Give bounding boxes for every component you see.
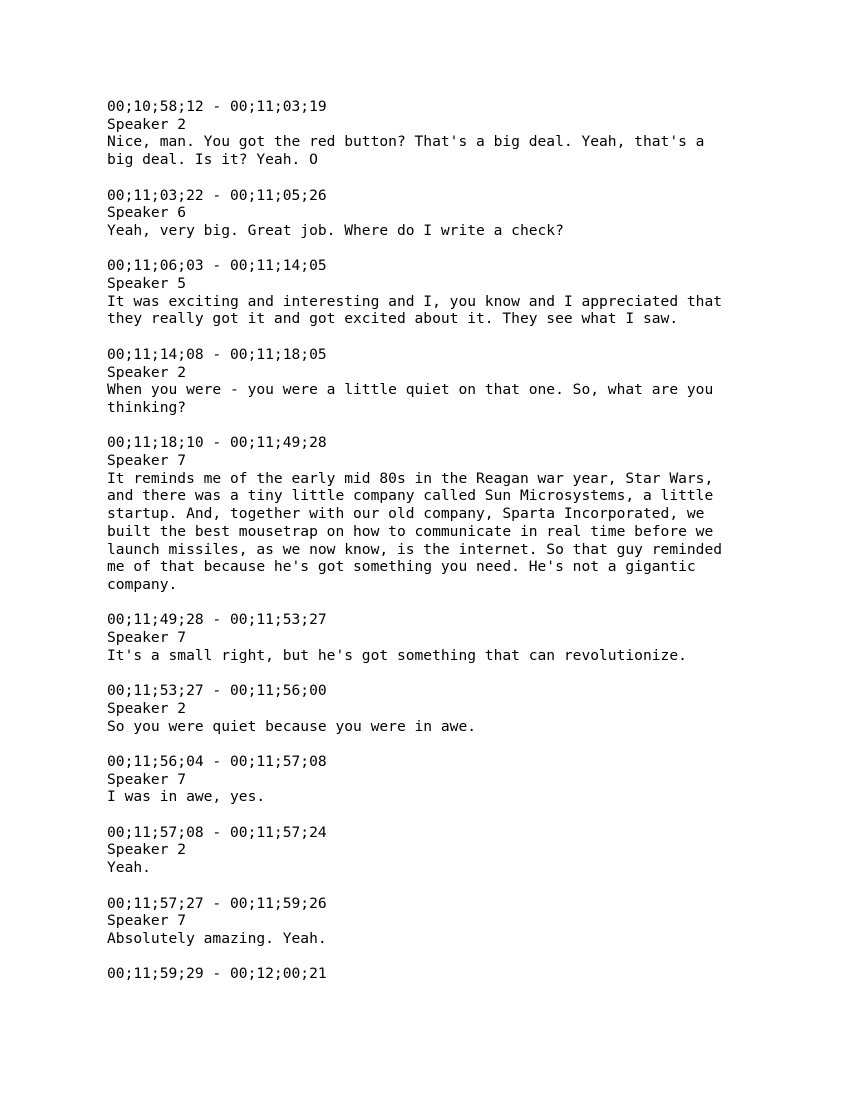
timecode: 00;11;57;08 - 00;11;57;24	[107, 823, 327, 841]
timecode: 00;11;14;08 - 00;11;18;05	[107, 345, 327, 363]
speaker-label: Speaker 7	[107, 770, 187, 788]
timecode: 00;10;58;12 - 00;11;03;19	[107, 98, 327, 115]
timecode: 00;11;18;10 - 00;11;49;28	[107, 434, 327, 452]
speaker-label: Speaker 7	[107, 452, 187, 469]
timecode: 00;11;03;22 - 00;11;05;26	[107, 186, 327, 204]
transcript-entry	[107, 824, 807, 877]
utterance-line: It's a small right, but he's got something that can revolutionize.	[107, 646, 687, 664]
utterance-line: I was in awe, yes.	[107, 788, 266, 806]
transcript-entry	[107, 187, 807, 240]
transcript-entry	[107, 434, 807, 593]
speaker-label: Speaker 6	[107, 204, 187, 222]
utterance-line: they really got it and got excited about it. They see what I saw.	[107, 310, 679, 328]
speaker-label: Speaker 7	[107, 629, 187, 647]
utterance-line: startup. And, together with our old company, Sparta Incorporated, we	[107, 505, 705, 523]
timecode: 00;11;59;29 - 00;12;00;21	[107, 965, 327, 983]
timecode: 00;11;49;28 - 00;11;53;27	[107, 611, 327, 629]
transcript-entry	[107, 753, 807, 806]
speaker-label: Speaker 2	[107, 115, 187, 133]
utterance-line: launch missiles, as we now know, is the internet. So that guy reminded	[107, 540, 723, 558]
transcript-entry	[107, 682, 807, 735]
transcript-page	[107, 98, 807, 1001]
timecode: 00;11;06;03 - 00;11;14;05	[107, 257, 327, 275]
timecode: 00;11;56;04 - 00;11;57;08	[107, 752, 327, 770]
transcript-entry	[107, 895, 807, 948]
speaker-label: Speaker 2	[107, 841, 187, 859]
utterance-line: big deal. Is it? Yeah. O	[107, 151, 318, 169]
utterance-line: Nice, man. You got the red button? That's a big deal. Yeah, that's a	[107, 133, 705, 151]
utterance-line: and there was a tiny little company called Sun Microsystems, a little	[107, 487, 714, 505]
utterance-line: Absolutely amazing. Yeah.	[107, 929, 327, 947]
utterance-line: thinking?	[107, 398, 187, 416]
transcript-entry	[107, 257, 807, 328]
utterance-line: When you were - you were a little quiet on that one. So, what are you	[107, 381, 714, 399]
speaker-label: Speaker 2	[107, 363, 187, 381]
utterance-line: built the best mousetrap on how to communicate in real time before we	[107, 522, 714, 540]
timecode: 00;11;53;27 - 00;11;56;00	[107, 682, 327, 700]
utterance-line: So you were quiet because you were in awe.	[107, 717, 477, 735]
utterance-line: It was exciting and interesting and I, you know and I appreciated that	[107, 292, 723, 310]
utterance-line: me of that because he's got something you need. He's not a gigantic	[107, 558, 696, 576]
transcript-entry	[107, 965, 807, 983]
speaker-label: Speaker 2	[107, 699, 187, 717]
transcript-entry	[107, 346, 807, 417]
utterance-line: Yeah, very big. Great job. Where do I write a check?	[107, 221, 564, 239]
transcript-entry	[107, 98, 807, 169]
utterance-line: Yeah.	[107, 859, 151, 877]
speaker-label: Speaker 5	[107, 275, 187, 292]
timecode: 00;11;57;27 - 00;11;59;26	[107, 894, 327, 912]
transcript-entry	[107, 611, 807, 664]
utterance-line: company.	[107, 575, 178, 593]
utterance-line: It reminds me of the early mid 80s in the Reagan war year, Star Wars,	[107, 469, 714, 487]
speaker-label: Speaker 7	[107, 912, 187, 930]
